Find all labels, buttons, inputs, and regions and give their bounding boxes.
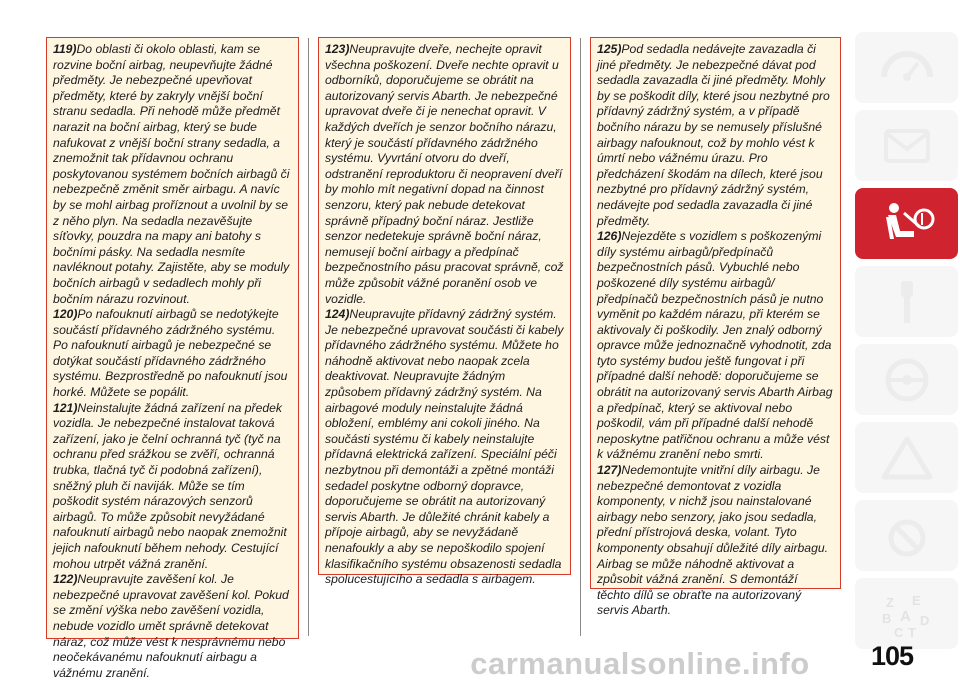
tab-warnings[interactable]	[855, 110, 958, 181]
svg-text:B: B	[881, 610, 891, 626]
section-sidebar	[851, 0, 960, 678]
index-letters-icon	[878, 589, 936, 639]
warning-number: 124)	[325, 307, 350, 322]
column-divider	[308, 38, 309, 636]
warning-number: 121)	[53, 400, 78, 415]
warning-text: Nedemontujte vnitřní díly airbagu. Je nebezpečné demontovat z vozidla komponenty, v nichž jsou nainstalované airbagy nebo senzory, jako jsou sedadla, přední přístrojová deska, volant. Tyto komponenty obsahují důležité díly airbagu. Airbag se může náhodně aktivovat a způsobit vážná zranění. S demontáží těchto dílů se obraťte na autorizovaný servis Abarth.	[597, 463, 829, 618]
tab-safety[interactable]	[855, 188, 958, 259]
warning-paragraph-119	[53, 42, 292, 307]
warning-text: Neupravujte dveře, nechejte opravit všechna poškození. Dveře nechte opravit u odborníků, doporučujeme se obrátit na autorizovaný servis Abarth. Je nebezpečné upravovat dveře či je nenechat opravit. V každých dveřích je senzor bočního nárazu, který je součástí přídavného zádržného systému. Vyvrtání otvoru do dveří, odstranění reproduktoru či neopravení dveří by mohlo mít negativní dopad na činnost senzoru, který pak nebude detekovat správně případný boční náraz. Jestliže senzor nedetekuje správně boční náraz, nemusejí boční airbagy a předpínač bezpečnostního pásu pracovat správně, což může způsobit vážné poranění osob ve vozidle.	[325, 42, 564, 306]
warning-box-column-1	[46, 37, 299, 680]
tab-maintenance[interactable]	[855, 500, 958, 571]
tab-starting[interactable]	[855, 266, 958, 337]
steering-wheel-icon	[878, 355, 936, 405]
warning-paragraph-120	[53, 307, 292, 401]
warning-number: 126)	[597, 229, 622, 244]
watermark: carmanualsonline.info	[470, 646, 810, 681]
warning-envelope-icon	[878, 121, 936, 171]
page-number: 105	[870, 641, 914, 671]
warning-paragraph-127	[597, 463, 834, 619]
tab-emergency[interactable]	[855, 422, 958, 493]
column-divider	[580, 38, 581, 636]
warning-text: Po nafouknutí airbagů se nedotýkejte součástí přídavného zádržného systému. Po nafouknutí airbagů je nebezpečné se dotýkat součástí přídavného zádržného systému. Bezprostředně po nafouknutí jsou horké. Můžete se popálit.	[53, 307, 288, 400]
svg-text:E: E	[911, 592, 921, 608]
warning-paragraph-123	[325, 42, 564, 307]
warning-paragraph-124	[325, 307, 564, 588]
warning-paragraph-121	[53, 401, 292, 573]
warning-box-column-2	[318, 37, 571, 587]
warning-text: Neupravujte přídavný zádržný systém. Je nebezpečné upravovat součásti či kabely přídavného zádržného systému. Můžete ho náhodně aktivovat nebo naopak zcela deaktivovat. Neupravujte žádným způsobem přídavný zádržný systém. Na airbagové moduly neinstalujte žádná obložení, emblémy ani cokoli jiného. Na součásti systému či kabely neinstalujte přídavná elektrická zařízení. Speciální péči nezbytnou při demontáži a zpětné montáži sedadel poskytne odborný dopravce, doporučujeme se obrátit na autorizovaný servis Abarth. Je důležité chránit kabely a přípoje airbagů, aby se nevyžádaně nenafoukly a aby se nepoškodilo spojení klasifikačního systému obsazenosti sedadla spolucestujícího a sedadla s airbagem.	[325, 307, 564, 587]
warning-text: Do oblasti či okolo oblasti, kam se rozvine boční airbag, neupevňujte žádné předměty. Je nebezpečné upevňovat předměty, které by zakryly vnější boční stranu sedadla. Při nehodě může předmět narazit na boční airbag, který se bude nafukovat z vnější boční strany sedadla, a znemožnit tak přídavnou ochranu poskytovanou systémem bočních airbagů či nebezpečně změnit směr airbagu. A navíc by se mohl airbag proříznout a uvolnil by se z něho plyn. Na sedadla nezavěšujte síťovky, pouzdra na mapy ani batohy s bočními pásky. Na sedadla nesmíte navléknout potahy. Zajistěte, aby se moduly bočních airbagů v sedadlech mohly při bočním nárazu rozvinout.	[53, 42, 290, 306]
warning-number: 127)	[597, 463, 622, 478]
svg-text:T: T	[907, 624, 916, 639]
tab-dashboard[interactable]	[855, 32, 958, 103]
warning-box-column-3	[590, 37, 841, 618]
wrench-car-icon	[878, 511, 936, 561]
warning-text: Nejezděte s vozidlem s poškozenými díly systému airbagů/předpínačů bezpečnostních pásů. Vybuchlé nebo poškozené díly systému airbagů/ předpínačů bezpečnostních pásů je nutno vyměnit po každém nárazu, při kterém se aktivovaly či poškodily. Jen znalý odborný opravce může jednoznačně vyhodnotit, zda tyto systémy budou ještě fungovat i při případné další nehodě: doporučujeme se obrátit na autorizovaný servis Abarth Airbag a předpínač, který se aktivoval nebo poškodil, vám při případné další nehodě neposkytne patřičnou ochranu a může vést k vážnému zranění nebo smrti.	[597, 229, 833, 462]
svg-text:C: C	[893, 624, 903, 639]
warning-paragraph-125	[597, 42, 834, 229]
seat-airbag-icon	[878, 199, 936, 249]
dashboard-icon	[878, 43, 936, 93]
warning-paragraph-122	[53, 572, 292, 681]
svg-text:D: D	[919, 612, 929, 628]
warning-text: Pod sedadla nedávejte zavazadla či jiné předměty. Je nebezpečné dávat pod sedadla zavazadla či jiné předměty. Mohly by se poškodit díly, které jsou nezbytné pro přídavný zádržný systém, a v případě bočního nárazu by se nemusely příslušné airbagy nafouknout, což by mohlo vést k úmrtí nebo vážnému úrazu. Pro předcházení škodám na dílech, které jsou nezbytné pro přídavný zádržný systém, nedávejte pod sedadla zavazadla či jiné předměty.	[597, 42, 830, 228]
warning-number: 123)	[325, 42, 350, 56]
warning-paragraph-126	[597, 229, 834, 463]
key-icon	[878, 277, 936, 327]
tab-technical-data[interactable]	[855, 578, 958, 649]
svg-text:A: A	[899, 607, 911, 625]
warning-text: Neupravujte zavěšení kol. Je nebezpečné upravovat zavěšení kol. Pokud se změní výška nebo zavěšení vozidla, nebude vozidlo umět správně detekovat náraz, což může vést k nesprávnému nebo neočekávanému nafouknutí airbagu a vážnému zranění.	[53, 572, 289, 680]
tab-driving[interactable]	[855, 344, 958, 415]
warning-number: 120)	[53, 307, 78, 322]
warning-number: 119)	[53, 42, 77, 56]
warning-text: Neinstalujte žádná zařízení na předek vozidla. Je nebezpečné instalovat taková zařízení, jako je čelní ochranná tyč (tyč na ochranu před srážkou se zvěří, ochranná trubka, tlačná tyč či podobná zařízení), sněžný pluh či naviják. Může se tím poškodit systém nárazových senzorů airbagů. To může způsobit nevyžádané nafouknutí airbagů nebo naopak znemožnit jejich nafouknutí během nehody. Cestující mohou utrpět vážná zranění.	[53, 400, 287, 571]
svg-text:Z: Z	[885, 594, 894, 610]
warning-number: 122)	[53, 572, 78, 587]
warning-triangle-icon	[878, 433, 936, 483]
warning-number: 125)	[597, 42, 622, 56]
